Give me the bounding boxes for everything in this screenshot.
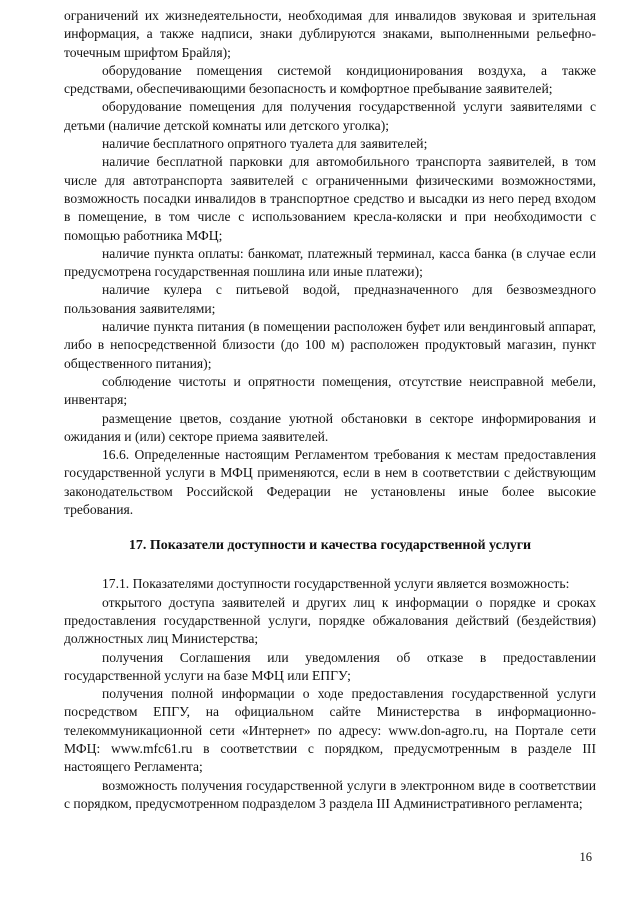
paragraph: открытого доступа заявителей и других лиц к информации о порядке и сроках предоставления государственной услуги, порядке обжалования действий (бездействия) должностных лиц Министерства; [64,594,596,647]
section-heading: 17. Показатели доступности и качества государственной услуги [128,538,532,554]
paragraph: оборудование помещения системой кондиционирования воздуха, а также средствами, обеспечивающими безопасность и комфортное пребывание заявителей; [64,62,596,97]
paragraph: ограничений их жизнедеятельности, необходимая для инвалидов звуковая и зрительная информация, а также надписи, знаки дублируются знаками, выполненными рельефно-точечным шрифтом Брайля); [64,8,596,60]
paragraphs-top [64,7,596,519]
paragraph: размещение цветов, создание уютной обстановки в секторе информирования и ожидания и (или) секторе приема заявителей. [64,410,596,444]
paragraph: соблюдение чистоты и опрятности помещения, отсутствие неисправной мебели, инвентаря; [64,373,596,408]
paragraph: 17.1. Показателями доступности государственной услуги является возможность: [102,576,570,592]
paragraph: наличие кулера с питьевой водой, предназначенного для безвозмездного пользования заявителями; [64,282,596,316]
paragraphs-bottom [64,575,596,813]
page-number: 16 [579,850,592,864]
paragraph: получения полной информации о ходе предоставления государственной услуги посредством ЕПГУ, на официальном сайте Министерства в информационно-телекоммуникационной сети «Интернет» по адресу: www.don-agro.ru, на Портале сети МФЦ: www.mfc61.ru в соответствии с порядком, предусмотренным в разделе III настоящего Регламента; [64,686,596,775]
paragraph: получения Соглашения или уведомления об отказе в предоставлении государственной услуги на базе МФЦ или ЕПГУ; [64,649,596,683]
paragraph: возможность получения государственной услуги в электронном виде в соответствии с порядком, предусмотренном подразделом 3 раздела III Административного регламента; [64,777,596,811]
paragraph: наличие пункта оплаты: банкомат, платежный терминал, касса банка (в случае если предусмотрена государственная пошлина или иные платежи); [64,245,596,280]
paragraph: наличие пункта питания (в помещении расположен буфет или вендинговый аппарат, либо в непосредственной близости (до 100 м) расположен продуктовый магазин, пункт общественного питания); [64,319,596,371]
paragraph: оборудование помещения для получения государственной услуги заявителями с детьми (наличие детской комнаты или детского уголка); [64,99,596,133]
paragraph: наличие бесплатной парковки для автомобильного транспорта заявителей, в том числе для автотранспорта заявителей с ограниченными физическими возможностями, возможность посадки инвалидов в транспортное средство и высадки из него перед входом в помещение, в том числе с использованием кресла-коляски и при необходимости с помощью работника МФЦ; [64,154,596,243]
paragraph: 16.6. Определенные настоящим Регламентом требования к местам предоставления государственной услуги в МФЦ применяются, если в нем в соответствии с действующим законодательством Российской Федерации не установлены иные более высокие требования. [64,447,596,518]
paragraph: наличие бесплатного опрятного туалета для заявителей; [102,136,428,152]
